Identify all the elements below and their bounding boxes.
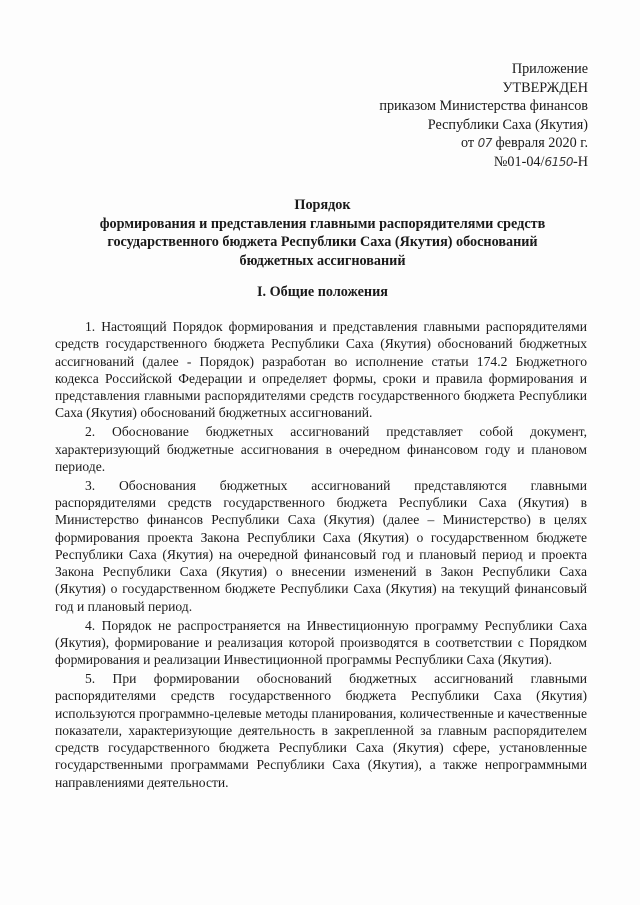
handwritten-day: 07	[477, 136, 492, 151]
handwritten-number: 6150	[544, 154, 574, 169]
approved-by-order: приказом Министерства финансов	[379, 98, 588, 115]
appendix-label: Приложение	[511, 61, 588, 77]
number-suffix: -Н	[573, 153, 588, 170]
approved-by-region: Республики Саха (Якутия)	[427, 116, 588, 133]
paragraph-1: 1. Настоящий Порядок формирования и представления главными распорядителями средств государственного бюджета Республики Саха (Якутия) обоснований бюджетных ассигнований (далее - Порядок) разработан во исполнение статьи 174.2 Бюджетного кодекса Российской Федерации и определяет формы, сроки и правила формирования и представления главными распорядителями средств государственного бюджета Республики Саха (Якутия) обоснований бюджетных ассигнований.	[55, 319, 587, 421]
approval-date	[308, 134, 588, 153]
section-heading: I. Общие положения	[257, 284, 388, 300]
number-prefix: №01-04/	[493, 153, 545, 170]
title-line-3: государственного бюджета Республики Саха (Якутия) обоснований	[107, 234, 538, 250]
title-line-1: Порядок	[294, 197, 351, 213]
approved-label: УТВЕРЖДЕН	[502, 79, 588, 96]
approval-stamp	[308, 60, 588, 172]
paragraph-5: 5. При формировании обоснований бюджетных ассигнований главными распорядителями средств государственного бюджета Республики Саха (Якутия) используются программно-целевые методы планирования, количественные и качественные показатели, характеризующие деятельность в закрепленной за главным распорядителем средств государственного бюджета Республики Саха (Якутия) сфере, установленные государственными программами Республики Саха (Якутия), а также непрограммными направлениями деятельности.	[55, 670, 587, 790]
paragraph-2: 2. Обоснование бюджетных ассигнований представляет собой документ, характеризующий бюджетные ассигнования в очередном финансовом году и плановом периоде.	[55, 424, 587, 474]
title-line-4: бюджетных ассигнований	[239, 252, 406, 269]
date-prefix: от	[460, 135, 478, 152]
date-rest: февраля 2020 г.	[491, 135, 588, 152]
order-number	[308, 153, 588, 172]
title-line-2: формирования и представления главными распорядителями средств	[99, 215, 546, 232]
paragraph-3: 3. Обоснования бюджетных ассигнований представляются главными распорядителями средств государственного бюджета Республики Саха (Якутия) в Министерство финансов Республики Саха (Якутия) (далее – Министерство) в целях формирования проекта Закона Республики Саха (Якутия) о государственном бюджете Республики Саха (Якутия) на очередной финансовый год и плановый период и проекта Закона Республики Саха (Якутия) о внесении изменений в Закон Республики Саха (Якутия) о государственном бюджете Республики Саха (Якутия) на текущий финансовый год и плановый период.	[55, 477, 587, 614]
document-body	[55, 318, 587, 793]
document-title	[60, 196, 585, 270]
paragraph-4: 4. Порядок не распространяется на Инвестиционную программу Республики Саха (Якутия), формирование и реализация которой производятся в соответствии с Порядком формирования и реализации Инвестиционной программы Республики Саха (Якутия).	[55, 617, 587, 668]
